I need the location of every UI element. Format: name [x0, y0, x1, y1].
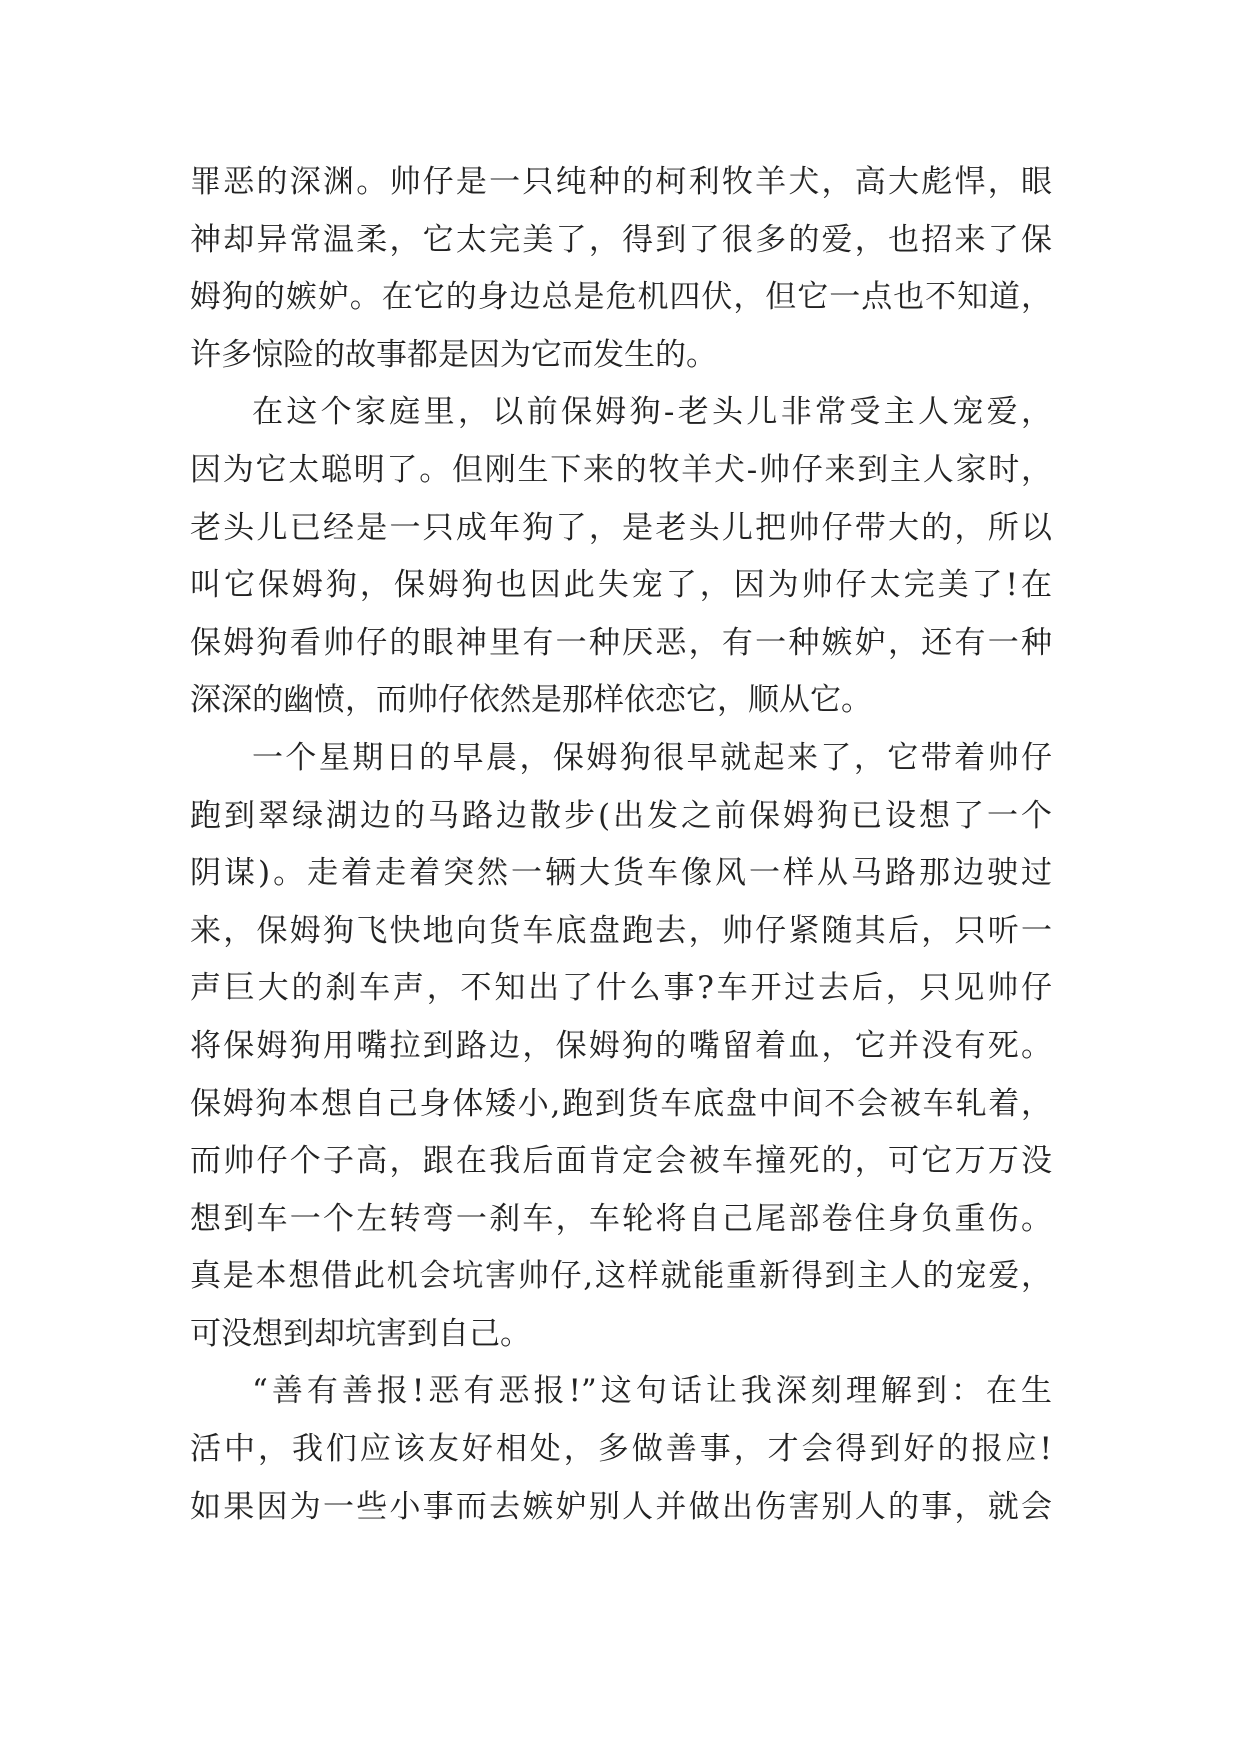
text-line: 活中，我们应该友好相处，多做善事，才会得到好的报应! [190, 1431, 1052, 1468]
text-line: 真是本想借此机会坑害帅仔,这样就能重新得到主人的宠爱， [190, 1258, 1052, 1295]
text-line: 阴谋)。走着走着突然一辆大货车像风一样从马路那边驶过 [190, 855, 1052, 892]
text-line: 想到车一个左转弯一刹车，车轮将自己尾部卷住身负重伤。 [190, 1200, 1052, 1237]
text-line: 跑到翠绿湖边的马路边散步(出发之前保姆狗已设想了一个 [190, 797, 1052, 834]
text-line: 来，保姆狗飞快地向货车底盘跑去，帅仔紧随其后，只听一 [190, 912, 1052, 949]
text-line: “善有善报!恶有恶报!”这句话让我深刻理解到：在生 [252, 1373, 1052, 1410]
paragraph [190, 154, 1052, 384]
text-line: 而帅仔个子高，跟在我后面肯定会被车撞死的，可它万万没 [190, 1143, 1052, 1180]
text-line: 老头儿已经是一只成年狗了，是老头儿把帅仔带大的，所以 [190, 509, 1052, 546]
text-line: 可没想到却坑害到自己。 [190, 1315, 531, 1352]
text-line: 深深的幽愤，而帅仔依然是那样依恋它，顺从它。 [190, 682, 872, 719]
text-line: 许多惊险的故事都是因为它而发生的。 [190, 336, 717, 373]
document-page [190, 154, 1052, 1536]
paragraph [190, 384, 1052, 730]
text-line: 姆狗的嫉妒。在它的身边总是危机四伏，但它一点也不知道， [190, 279, 1052, 316]
paragraph [190, 1363, 1052, 1536]
text-line: 在这个家庭里，以前保姆狗-老头儿非常受主人宠爱， [252, 394, 1052, 431]
text-line: 保姆狗本想自己身体矮小,跑到货车底盘中间不会被车轧着， [190, 1085, 1052, 1122]
text-line: 保姆狗看帅仔的眼神里有一种厌恶，有一种嫉妒，还有一种 [190, 624, 1052, 661]
text-line: 如果因为一些小事而去嫉妒别人并做出伤害别人的事，就会 [190, 1488, 1052, 1525]
text-line: 将保姆狗用嘴拉到路边，保姆狗的嘴留着血，它并没有死。 [190, 1027, 1052, 1064]
text-line: 一个星期日的早晨，保姆狗很早就起来了，它带着帅仔 [252, 739, 1052, 776]
text-line: 声巨大的刹车声，不知出了什么事?车开过去后，只见帅仔 [190, 970, 1052, 1007]
text-line: 因为它太聪明了。但刚生下来的牧羊犬-帅仔来到主人家时， [190, 451, 1052, 488]
paragraph [190, 730, 1052, 1364]
text-line: 罪恶的深渊。帅仔是一只纯种的柯利牧羊犬，高大彪悍，眼 [190, 164, 1052, 200]
text-line: 神却异常温柔，它太完美了，得到了很多的爱，也招来了保 [190, 221, 1052, 258]
text-line: 叫它保姆狗，保姆狗也因此失宠了，因为帅仔太完美了!在 [190, 567, 1052, 604]
